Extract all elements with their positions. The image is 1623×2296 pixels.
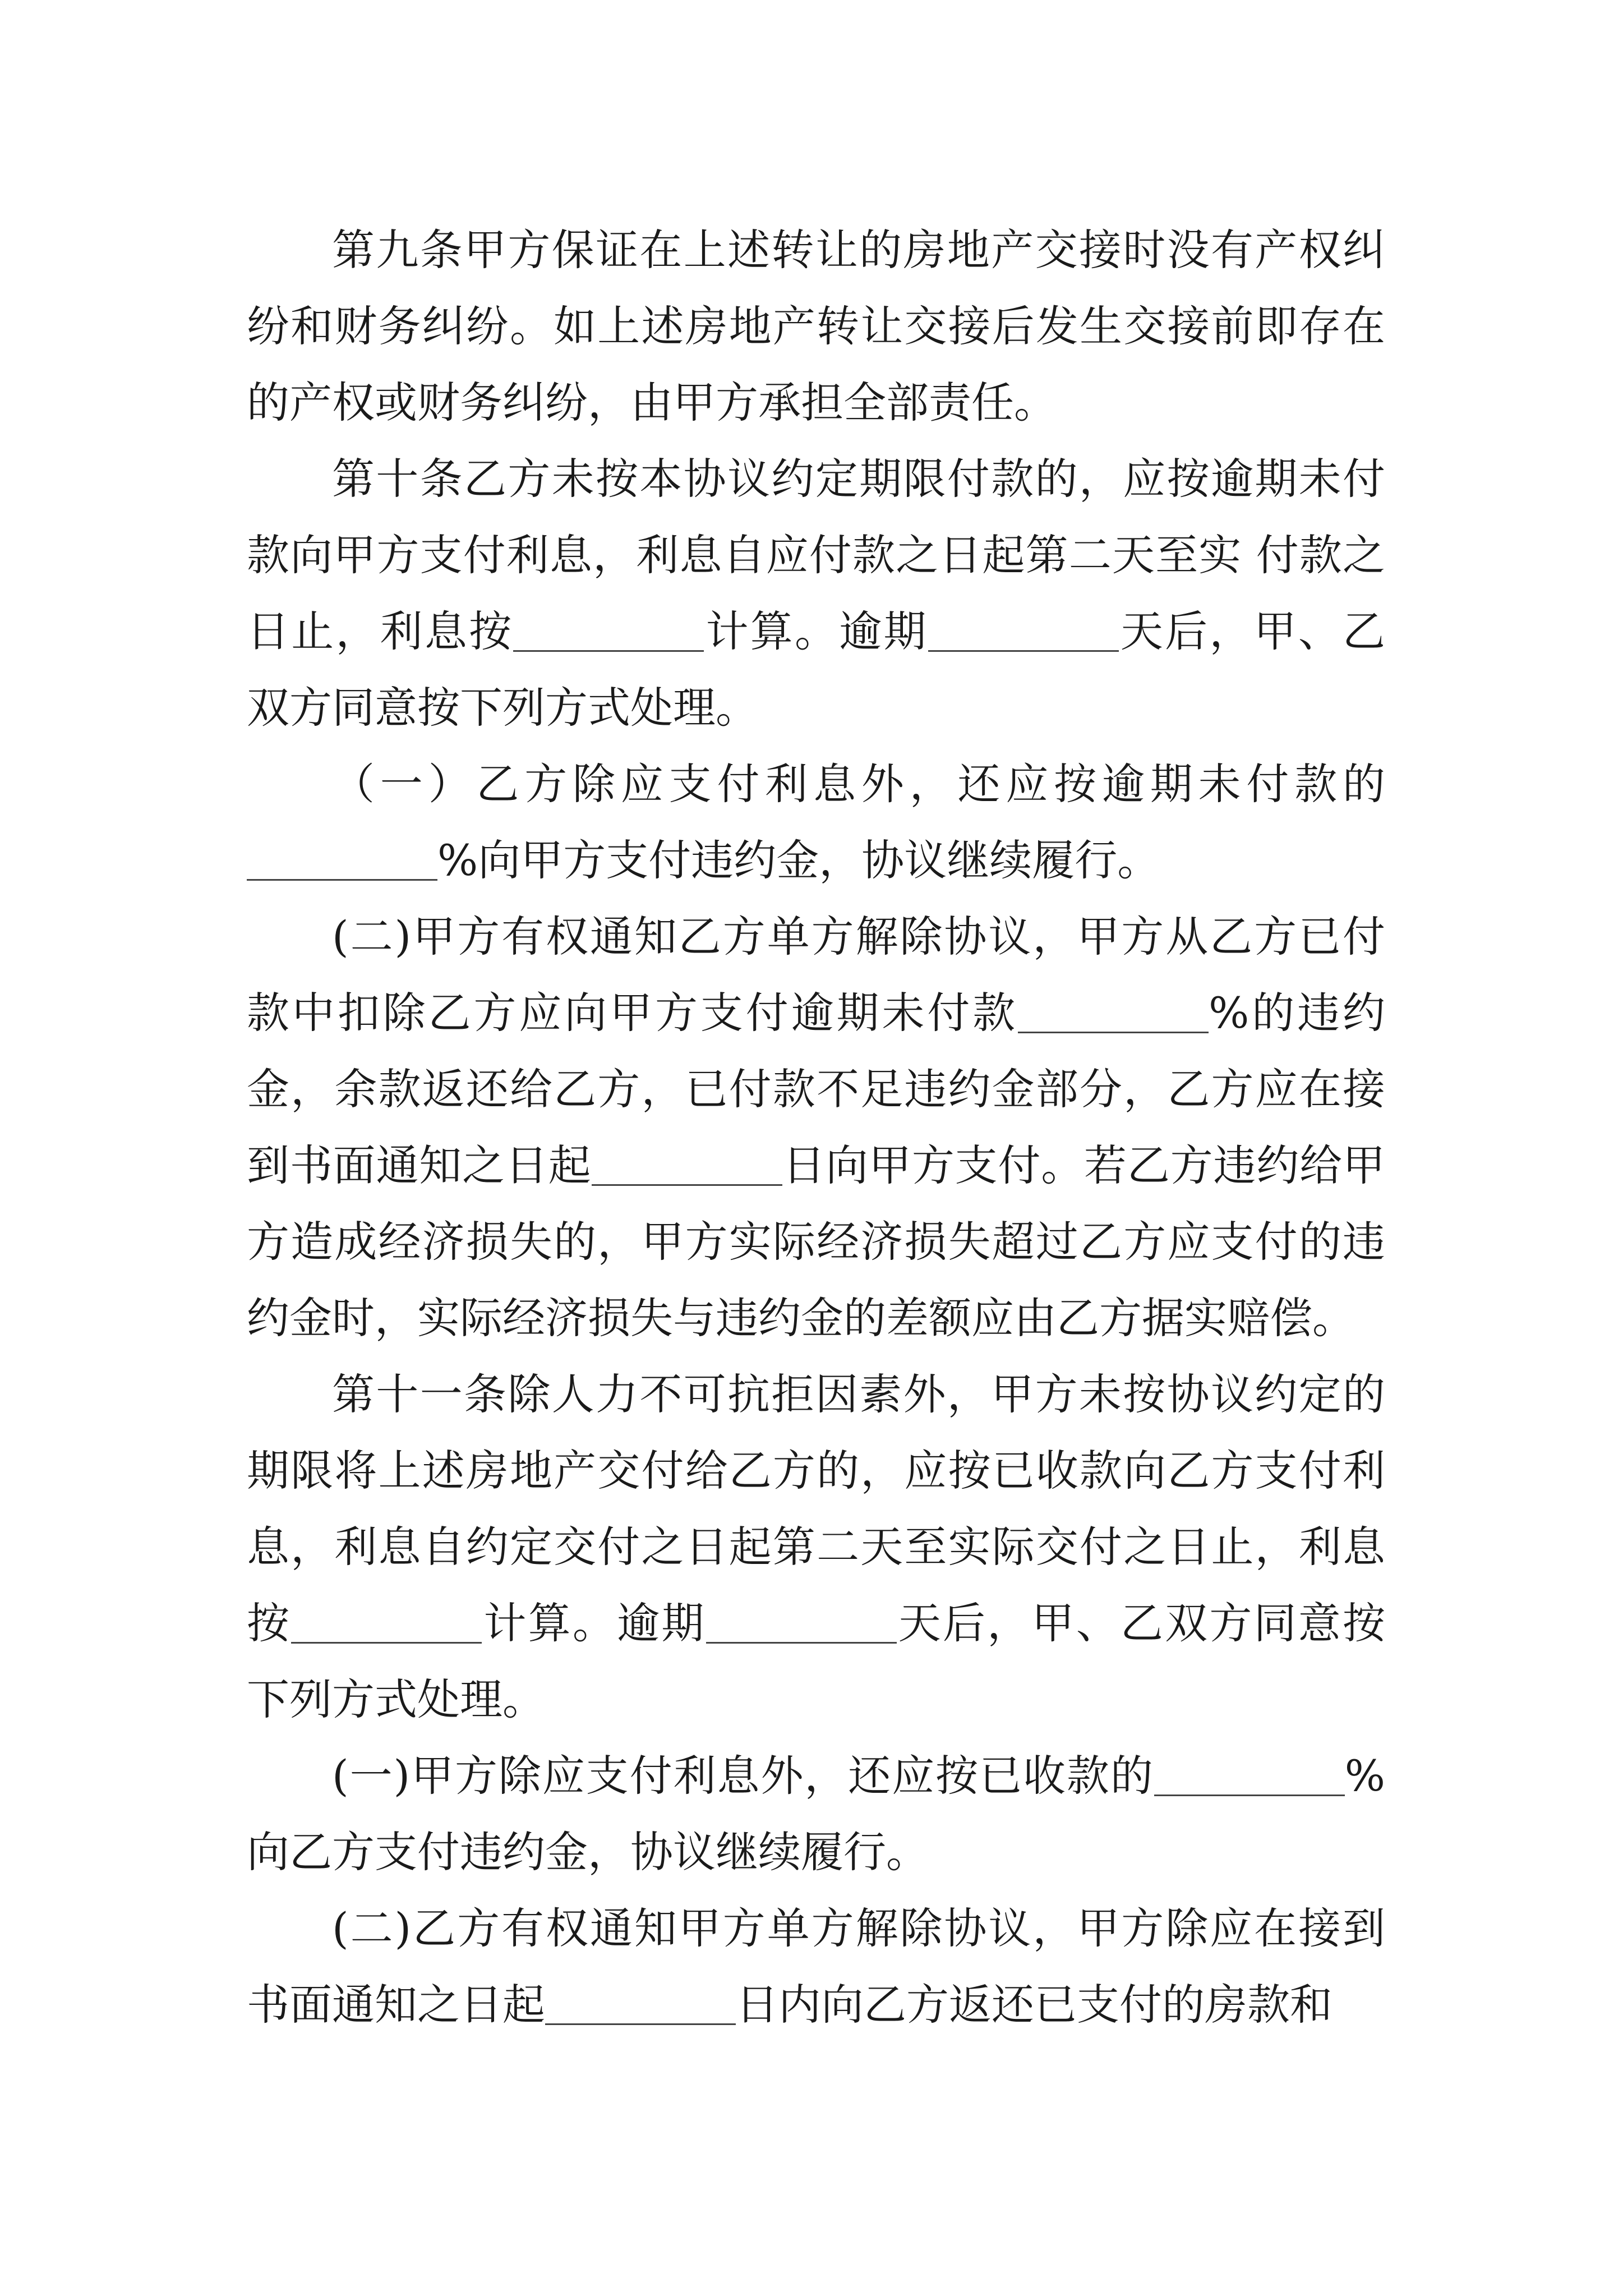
- article-10-text-2: 计算。逾期: [704, 606, 928, 656]
- article-10-item-2-text-1: (二)甲方有权通知乙方单方解除协议，甲方从乙方已付款中扣除乙方应向甲方支付逾期未付款: [247, 912, 1385, 1038]
- article-10-item-2-paragraph: [247, 899, 1385, 1356]
- article-11-item-2-text-2: 日内向乙方返还已支付的房款和: [736, 1980, 1332, 2030]
- blank-line: [513, 610, 704, 652]
- blank-line: [545, 1983, 736, 2025]
- article-11-paragraph: [247, 1356, 1385, 1738]
- article-9-text: 第九条甲方保证在上述转让的房地产交接时没有产权纠纷和财务纠纷。如上述房地产转让交接后发生交接前即存在的产权或财务纠纷，由甲方承担全部责任。: [247, 225, 1385, 427]
- article-11-item-1-text-2: %向乙方支付违约金，协议继续履行。: [247, 1751, 1385, 1877]
- blank-line: [928, 610, 1119, 652]
- article-10-item-2-text-3: 日向甲方支付。若乙方违约给甲方造成经济损失的，甲方实际经济损失超过乙方应支付的违约金时，实际经济损失与违约金的差额应由乙方据实赔偿。: [247, 1140, 1386, 1343]
- article-9-paragraph: [247, 212, 1385, 441]
- article-10-text-1: 第十条乙方未按本协议约定期限付款的，应按逾期未付款向甲方支付利息，利息自应付款之日起第二天至实 付款之日止，利息按: [247, 454, 1385, 656]
- article-11-item-1-text-1: (一)甲方除应支付利息外，还应按已收款的: [332, 1751, 1154, 1801]
- blank-line: [1018, 991, 1209, 1033]
- article-10-item-1-paragraph: [247, 746, 1385, 899]
- blank-line: [1154, 1754, 1345, 1796]
- article-11-item-2-text-1: (二)乙方有权通知甲方单方解除协议，甲方除应在接到书面通知之日起: [247, 1903, 1385, 2030]
- article-11-text-2: 计算。逾期: [482, 1598, 706, 1648]
- article-10-text-3: 天后，甲、乙双方同意按下列方式处理。: [247, 606, 1386, 733]
- blank-line: [592, 1144, 782, 1186]
- article-11-item-1-paragraph: [247, 1738, 1385, 1890]
- blank-line: [291, 1602, 482, 1644]
- article-11-text-3: 天后，甲、乙双方同意按下列方式处理。: [247, 1598, 1386, 1724]
- article-10-item-2-text-2: %的违约金，余款返还给乙方，已付款不足违约金部分，乙方应在接到书面通知之日起: [247, 988, 1386, 1190]
- article-10-item-1-text-1: （一）乙方除应支付利息外，还应按逾期未付款的: [332, 759, 1385, 809]
- article-11-text-1: 第十一条除人力不可抗拒因素外，甲方未按协议约定的期限将上述房地产交付给乙方的，应按已收款向乙方支付利息，利息自约定交付之日起第二天至实际交付之日止，利息按: [247, 1369, 1385, 1648]
- document-body: [247, 212, 1385, 2043]
- blank-line: [247, 839, 437, 881]
- article-10-paragraph: [247, 441, 1385, 746]
- article-10-item-1-text-2: %向甲方支付违约金，协议继续履行。: [437, 835, 1160, 885]
- blank-line: [706, 1602, 897, 1644]
- article-11-item-2-paragraph: [247, 1890, 1385, 2043]
